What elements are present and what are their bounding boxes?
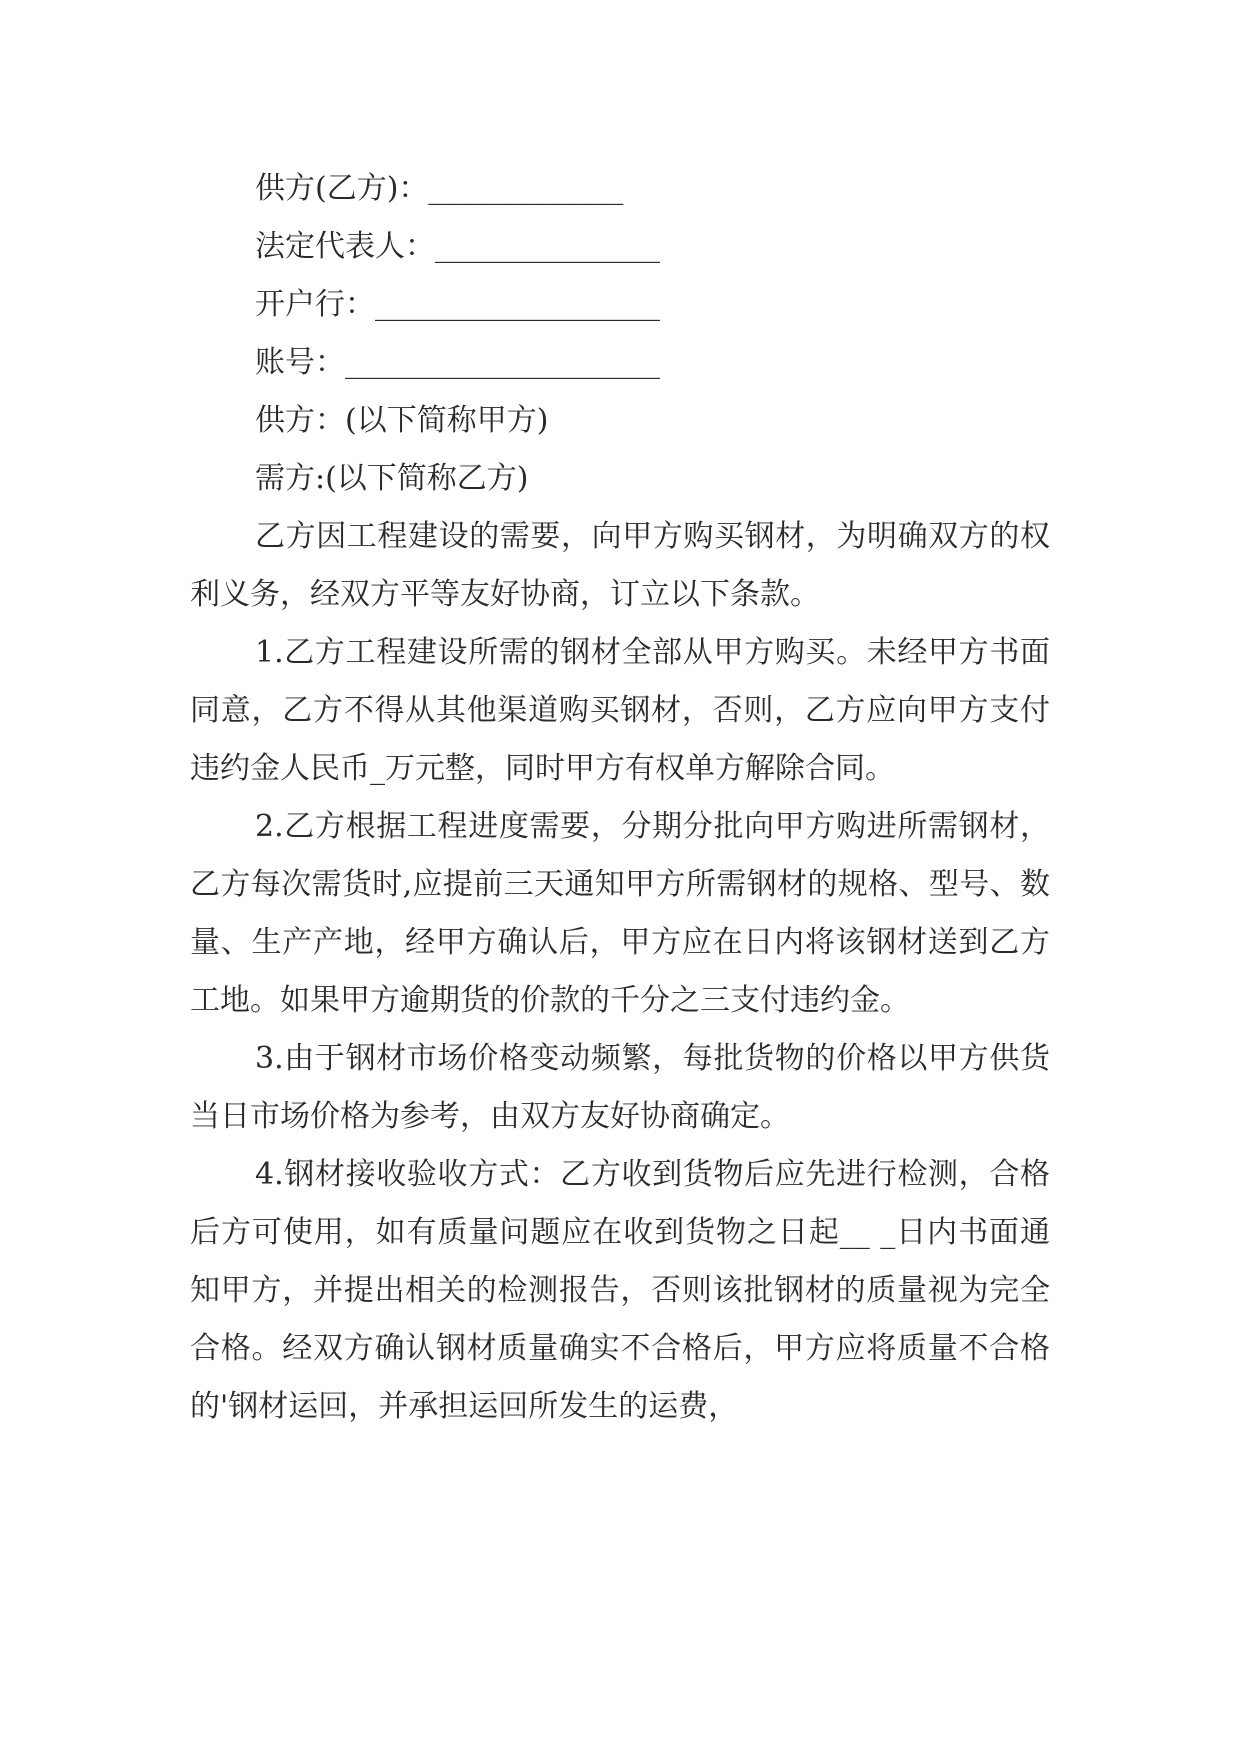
party-b-note: 需方:(以下简称乙方) (255, 461, 529, 496)
party-a-note: 供方：(以下简称甲方) (255, 403, 549, 438)
contract-page (190, 160, 1050, 1436)
clause-4: 4.钢材接收验收方式：乙方收到货物后应先进行检测，合格后方可使用，如有质量问题应在收到货物之日起__ _日内书面通知甲方，并提出相关的检测报告，否则该批钢材的质量视为完全合格。经双方确认钢材质量确实不合格后，甲方应将质量不合格的'钢材运回，并承担运回所发生的运费， (190, 1157, 1050, 1424)
supplier-field: 供方(乙方)：_____________ (255, 171, 624, 206)
legal-representative-field: 法定代表人：_______________ (255, 229, 660, 264)
account-field: 账号：_____________________ (255, 345, 660, 380)
clause-2: 2.乙方根据工程进度需要，分期分批向甲方购进所需钢材，乙方每次需货时,应提前三天通知甲方所需钢材的规格、型号、数量、生产产地，经甲方确认后，甲方应在日内将该钢材送到乙方工地。如果甲方逾期货的价款的千分之三支付违约金。 (190, 809, 1050, 1018)
intro-paragraph: 乙方因工程建设的需要，向甲方购买钢材，为明确双方的权利义务，经双方平等友好协商，订立以下条款。 (190, 519, 1050, 612)
clause-1: 1.乙方工程建设所需的钢材全部从甲方购买。未经甲方书面同意，乙方不得从其他渠道购买钢材，否则，乙方应向甲方支付违约金人民币_万元整，同时甲方有权单方解除合同。 (190, 635, 1050, 786)
bank-field: 开户行：___________________ (255, 287, 660, 322)
clause-3: 3.由于钢材市场价格变动频繁，每批货物的价格以甲方供货当日市场价格为参考，由双方友好协商确定。 (190, 1041, 1050, 1134)
